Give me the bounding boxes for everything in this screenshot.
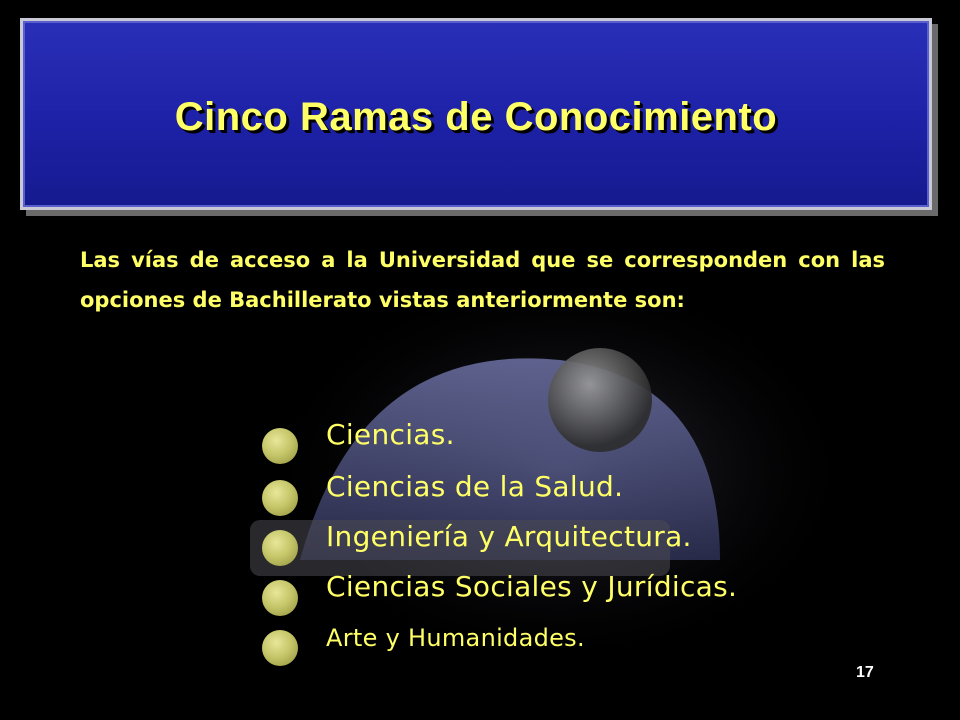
list-item-label: Ciencias de la Salud.: [326, 470, 624, 503]
list-item-label: Ciencias Sociales y Jurídicas.: [326, 570, 738, 603]
bullet-circle-icon: [262, 580, 298, 616]
list-item-label: Ingeniería y Arquitectura.: [326, 520, 692, 553]
bullet-circle-icon: [262, 428, 298, 464]
bullet-circle-icon: [262, 530, 298, 566]
list-item-label: Ciencias.: [326, 418, 455, 451]
bullet-circle-icon: [262, 630, 298, 666]
page-number: 17: [856, 664, 874, 681]
list-item-label: Arte y Humanidades.: [326, 624, 585, 652]
intro-paragraph: Las vías de acceso a la Universidad que se corresponden con las opciones de Bachillerato vistas anteriormente son:: [80, 248, 885, 312]
slide-title: Cinco Ramas de Conocimiento: [174, 95, 778, 139]
title-banner: [20, 18, 932, 210]
bullet-circle-icon: [262, 480, 298, 516]
